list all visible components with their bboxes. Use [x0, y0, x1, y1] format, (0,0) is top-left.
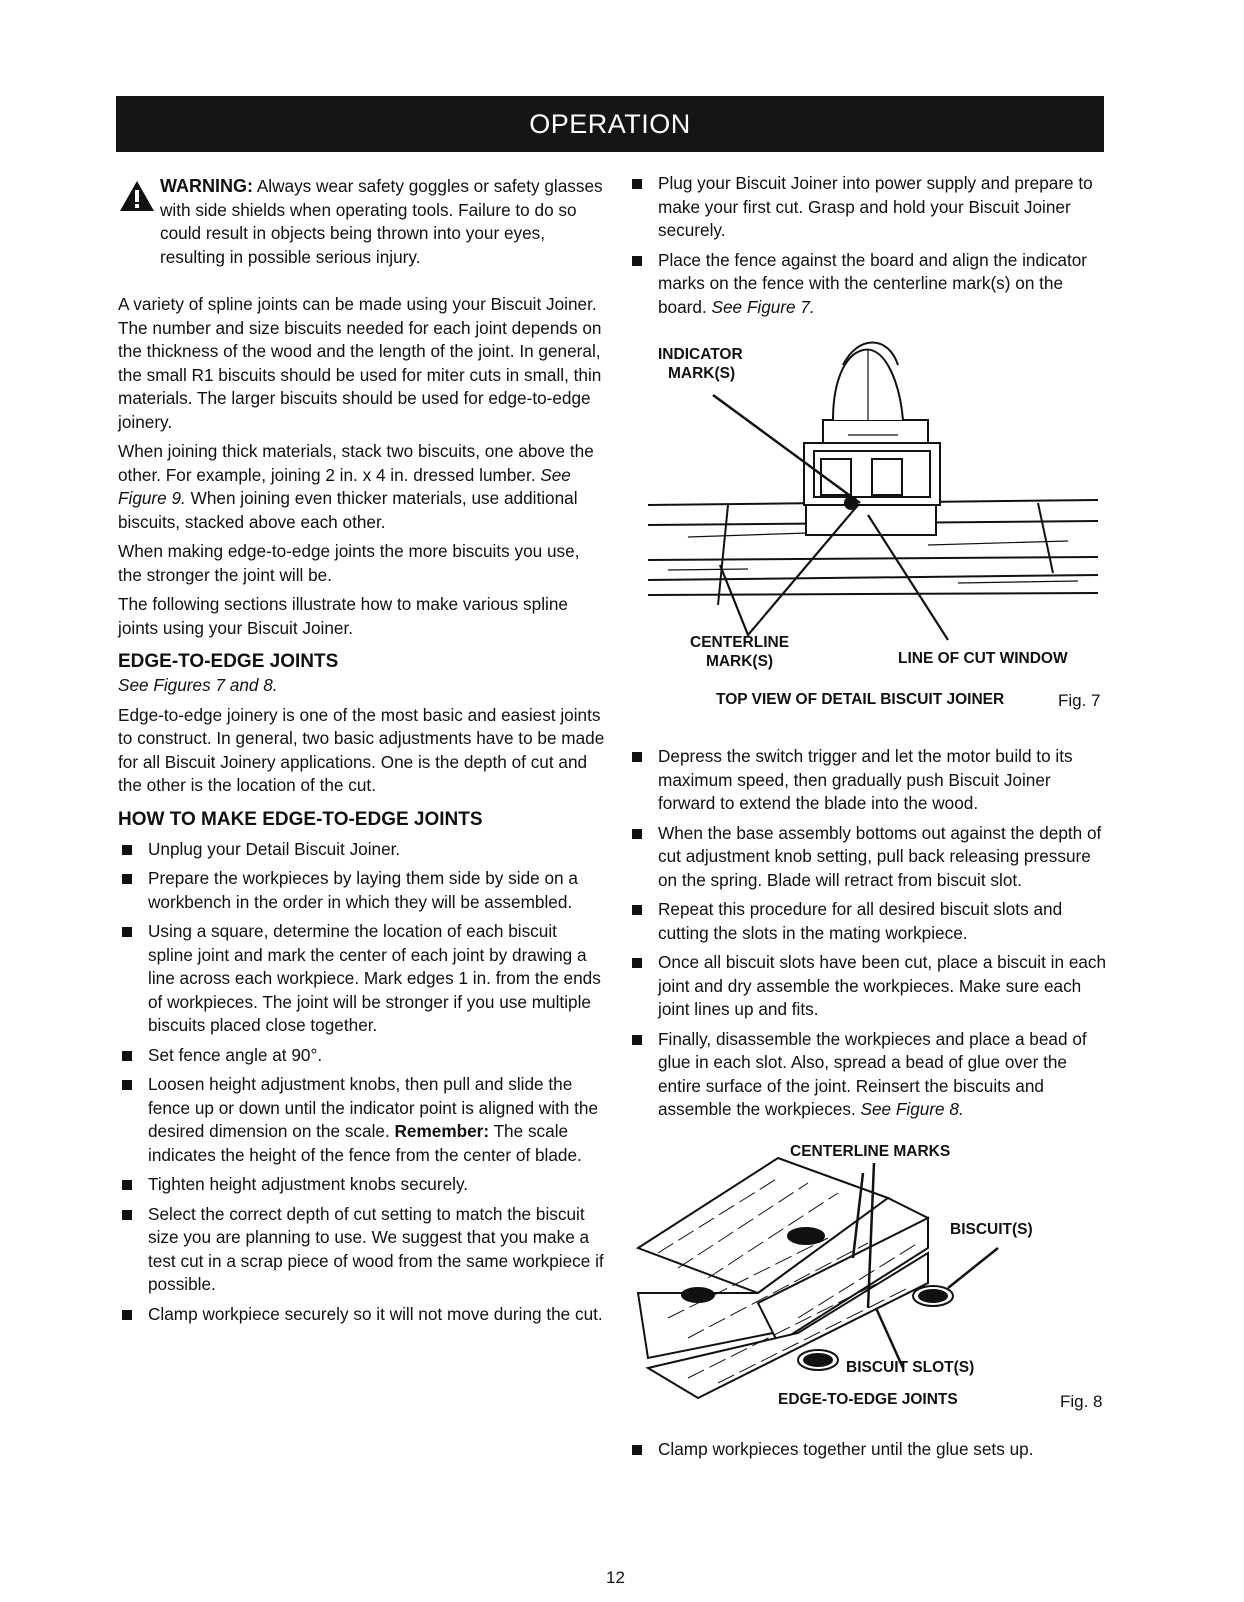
section-title-how-to: HOW TO MAKE EDGE-TO-EDGE JOINTS	[118, 808, 483, 830]
figure-7-caption: TOP VIEW OF DETAIL BISCUIT JOINER	[716, 691, 1005, 708]
bullet-icon	[632, 958, 642, 968]
section-header: OPERATION	[116, 96, 1104, 152]
bullet-icon	[632, 256, 642, 266]
intro-paragraph-4: The following sections illustrate how to make various spline joints using your Biscuit Joiner.	[118, 594, 568, 638]
warning-label: WARNING:	[160, 176, 253, 196]
biscuit-joiner-top-view-illustration	[628, 325, 1112, 735]
bullet-icon	[122, 845, 132, 855]
list-item: Unplug your Detail Biscuit Joiner.	[118, 838, 606, 862]
warning-text: Always wear safety goggles or safety glasses with side shields when operating tools. Failure to do so could result in objects being thrown into your eyes, resulting in possible serious injury.	[160, 176, 603, 267]
section-body: Edge-to-edge joinery is one of the most basic and easiest joints to construct. In general, two basic adjustments have to be made for all Biscuit Joinery applications. One is the depth of cut and the other is the location of the cut.	[118, 704, 605, 795]
bullet-icon	[632, 1035, 642, 1045]
list-item: Repeat this procedure for all desired biscuit slots and cutting the slots in the mating workpiece.	[628, 898, 1112, 945]
list-item: Plug your Biscuit Joiner into power supply and prepare to make your first cut. Grasp and hold your Biscuit Joiner securely.	[628, 172, 1112, 243]
list-item: Place the fence against the board and align the indicator marks on the fence with the centerline mark(s) on the board. See Figure 7.	[628, 249, 1112, 320]
edge-to-edge-joints-illustration	[628, 1128, 1112, 1428]
bullet-icon	[122, 874, 132, 884]
right-column	[628, 172, 1112, 1467]
figure-reference: See Figure 9.	[118, 464, 571, 508]
warning-block	[118, 175, 606, 269]
bullet-icon	[122, 1051, 132, 1061]
list-item: Clamp workpieces together until the glue sets up.	[628, 1438, 1112, 1462]
list-item: Clamp workpiece securely so it will not move during the cut.	[118, 1303, 606, 1327]
figure-8-caption: EDGE-TO-EDGE JOINTS	[778, 1390, 958, 1408]
section-subtitle: See Figures 7 and 8.	[118, 675, 278, 695]
label-centerline-marks: CENTERLINE MARK(S)	[690, 634, 790, 670]
label-centerline-marks: CENTERLINE MARKS	[790, 1142, 951, 1160]
steps-list-right-mid	[628, 745, 1112, 1122]
list-item: Tighten height adjustment knobs securely.	[118, 1173, 606, 1197]
figure-7-number: Fig. 7	[1058, 691, 1101, 710]
list-item: Prepare the workpieces by laying them side by side on a workbench in the order in which they will be assembled.	[118, 867, 606, 914]
label-biscuit-slots: BISCUIT SLOT(S)	[846, 1358, 975, 1376]
figure-7	[628, 325, 1112, 735]
bullet-icon	[632, 905, 642, 915]
steps-list-right-top	[628, 172, 1112, 319]
list-item: When the base assembly bottoms out against the depth of cut adjustment knob setting, pull back releasing pressure on the spring. Blade will retract from biscuit slot.	[628, 822, 1112, 893]
figure-8-number: Fig. 8	[1060, 1391, 1103, 1411]
intro-paragraph-1: A variety of spline joints can be made using your Biscuit Joiner. The number and size biscuits needed for each joint depends on the thickness of the wood and the length of the joint. In general, the small R1 biscuits should be used for miter cuts in small, thin materials. The larger biscuits should be used for edge-to-edge joinery.	[118, 294, 602, 432]
list-item: Select the correct depth of cut setting to match the biscuit size you are planning to use. We suggest that you make a test cut in a scrap piece of wood from the same workpiece if possible.	[118, 1203, 606, 1297]
list-item: Depress the switch trigger and let the motor build to its maximum speed, then gradually push Biscuit Joiner forward to extend the blade into the wood.	[628, 745, 1112, 816]
bullet-icon	[632, 752, 642, 762]
intro-paragraph-2: When joining thick materials, stack two biscuits, one above the other. For example, joining 2 in. x 4 in. dressed lumber. See Figure 9. When joining even thicker materials, use additional biscuits, stacked above each other.	[118, 441, 594, 532]
intro-paragraph-3: When making edge-to-edge joints the more biscuits you use, the stronger the joint will be.	[118, 541, 580, 585]
label-indicator-marks: INDICATOR MARK(S)	[658, 346, 743, 382]
bullet-icon	[122, 1310, 132, 1320]
label-biscuits: BISCUIT(S)	[950, 1220, 1033, 1238]
bullet-icon	[122, 1180, 132, 1190]
steps-list-right-bottom	[628, 1438, 1112, 1462]
left-column	[118, 175, 606, 1332]
bullet-icon	[122, 1080, 132, 1090]
steps-list-left	[118, 838, 606, 1327]
bullet-icon	[632, 1445, 642, 1455]
label-line-of-cut-window: LINE OF CUT WINDOW	[898, 650, 1068, 667]
page-number: 12	[606, 1568, 625, 1587]
bullet-icon	[122, 1210, 132, 1220]
bullet-icon	[632, 829, 642, 839]
list-item: Loosen height adjustment knobs, then pull and slide the fence up or down until the indicator point is aligned with the desired dimension on the scale. Remember: The scale indicates the height of the fence from the center of blade.	[118, 1073, 606, 1167]
bullet-icon	[632, 179, 642, 189]
list-item: Once all biscuit slots have been cut, place a biscuit in each joint and dry assemble the workpieces. Make sure each joint lines up and fits.	[628, 951, 1112, 1022]
bullet-icon	[122, 927, 132, 937]
list-item: Set fence angle at 90°.	[118, 1044, 606, 1068]
list-item: Using a square, determine the location of each biscuit spline joint and mark the center of each joint by drawing a line across each workpiece. Mark edges 1 in. from the ends of workpieces. The joint will be stronger if you use multiple biscuits placed close together.	[118, 920, 606, 1038]
figure-8	[628, 1128, 1112, 1428]
section-title-edge-joints: EDGE-TO-EDGE JOINTS	[118, 651, 339, 672]
warning-triangle-icon	[118, 179, 156, 213]
list-item: Finally, disassemble the workpieces and place a bead of glue in each slot. Also, spread a bead of glue over the entire surface of the joint. Reinsert the biscuits and assemble the workpieces. See Figure 8.	[628, 1028, 1112, 1122]
